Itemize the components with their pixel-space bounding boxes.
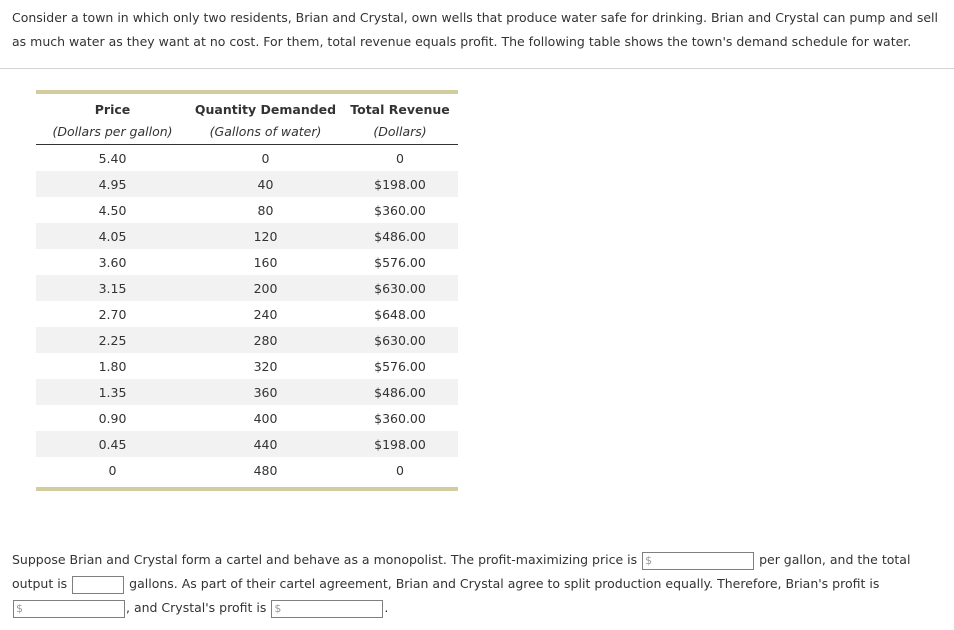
dollar-prefix: $ <box>16 601 23 615</box>
quantity-cell: 40 <box>189 171 342 197</box>
revenue-cell: $648.00 <box>374 306 426 322</box>
crystal-profit-field[interactable] <box>271 600 383 618</box>
output-answer-field[interactable] <box>72 576 124 594</box>
revenue-cell: $576.00 <box>374 358 426 374</box>
price-cell: 4.95 <box>36 171 189 197</box>
table-row <box>36 431 458 457</box>
quantity-cell: 200 <box>189 275 342 301</box>
quantity-cell: 480 <box>253 462 278 478</box>
revenue-cell: $486.00 <box>342 379 458 405</box>
table-row <box>36 249 458 275</box>
divider <box>0 68 954 69</box>
question-text-5: . <box>384 600 389 615</box>
table-row <box>36 223 458 249</box>
demand-schedule-table <box>36 90 458 491</box>
price-cell: 2.70 <box>98 306 127 322</box>
quantity-cell: 0 <box>261 150 270 166</box>
price-cell: 2.25 <box>36 327 189 353</box>
header-revenue-unit: (Dollars) <box>342 124 458 145</box>
revenue-cell: $198.00 <box>342 431 458 457</box>
quantity-cell: 400 <box>253 410 278 426</box>
header-revenue: Total Revenue <box>350 101 450 117</box>
revenue-cell: 0 <box>396 150 404 166</box>
table-row <box>36 301 458 327</box>
question-text-3: gallons. As part of their cartel agreement, Brian and Crystal agree to split production equally. Therefore, Brian's profit is <box>129 576 880 591</box>
header-quantity: Quantity Demanded <box>194 101 337 117</box>
quantity-cell: 320 <box>253 358 278 374</box>
price-cell: 3.60 <box>98 254 127 270</box>
quantity-cell: 160 <box>253 254 278 270</box>
table-row <box>36 145 458 172</box>
revenue-cell: $360.00 <box>374 202 426 218</box>
quantity-cell: 360 <box>189 379 342 405</box>
brian-profit-field[interactable] <box>13 600 125 618</box>
intro-paragraph: Consider a town in which only two residents, Brian and Crystal, own wells that produce water safe for drinking. Brian and Crystal can pump and sell as much water as they want at no cost. For them, total revenue equals profit. The following table shows the town's demand schedule for water. <box>12 10 938 49</box>
price-cell: 0.90 <box>98 410 127 426</box>
revenue-cell: 0 <box>396 462 404 478</box>
quantity-cell: 280 <box>189 327 342 353</box>
quantity-cell: 440 <box>189 431 342 457</box>
price-cell: 4.05 <box>36 223 189 249</box>
revenue-cell: $630.00 <box>342 275 458 301</box>
revenue-cell: $360.00 <box>374 410 426 426</box>
quantity-cell: 120 <box>189 223 342 249</box>
question-paragraph <box>12 548 942 620</box>
table-row <box>36 327 458 353</box>
revenue-cell: $576.00 <box>374 254 426 270</box>
revenue-cell: $630.00 <box>342 327 458 353</box>
header-price-unit: (Dollars per gallon) <box>36 124 189 145</box>
revenue-cell: $198.00 <box>342 171 458 197</box>
header-price: Price <box>94 101 131 117</box>
table-row <box>36 171 458 197</box>
quantity-cell: 80 <box>257 202 274 218</box>
price-cell: 4.50 <box>98 202 127 218</box>
table-row <box>36 275 458 301</box>
question-text-2: per gallon, and the total output is <box>12 552 911 591</box>
header-quantity-unit: (Gallons of water) <box>189 124 342 145</box>
question-text-4: , and Crystal's profit is <box>126 600 267 615</box>
revenue-cell: $486.00 <box>342 223 458 249</box>
price-cell: 1.80 <box>98 358 127 374</box>
dollar-prefix: $ <box>645 553 653 567</box>
question-text-1: Suppose Brian and Crystal form a cartel and behave as a monopolist. The profit-maximizing price is <box>12 552 638 567</box>
price-answer-field[interactable] <box>642 552 754 570</box>
table-row <box>36 353 458 379</box>
table-row <box>36 379 458 405</box>
price-cell: 3.15 <box>36 275 189 301</box>
price-cell: 1.35 <box>36 379 189 405</box>
price-cell: 5.40 <box>98 150 127 166</box>
dollar-prefix: $ <box>274 601 282 615</box>
quantity-cell: 240 <box>253 306 278 322</box>
table-row <box>36 457 458 489</box>
table-row <box>36 197 458 223</box>
price-cell: 0 <box>108 462 117 478</box>
table-row <box>36 405 458 431</box>
price-cell: 0.45 <box>36 431 189 457</box>
